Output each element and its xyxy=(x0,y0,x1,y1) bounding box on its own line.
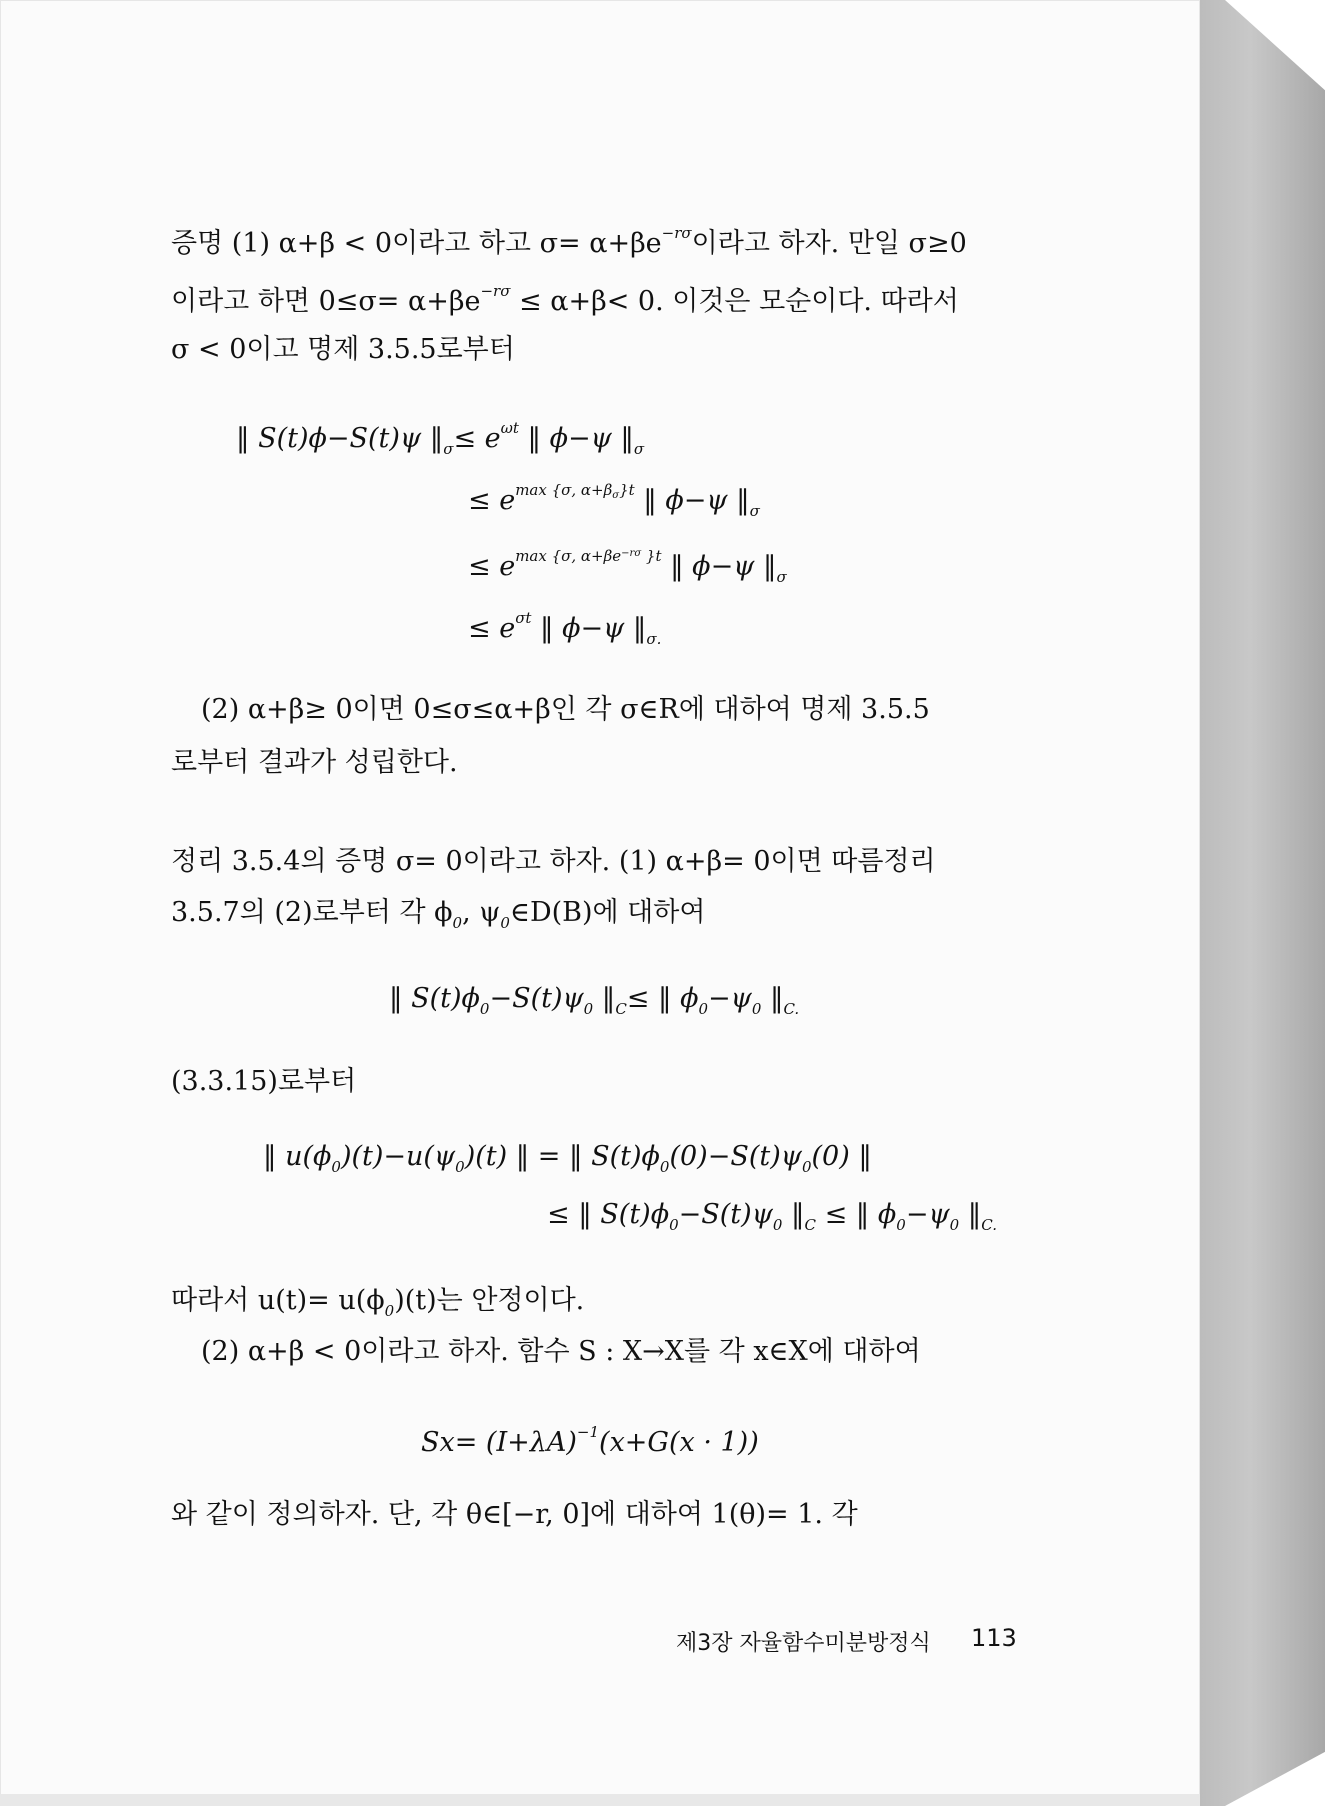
eq1-row3: ≤ $e^{max \{\sigma, \alpha+\beta e^{-r\sigma} \}t}$ ‖ ϕ−ψ $‖_\sigma$ xyxy=(468,547,787,586)
eq3: $Sx= (I+\lambda A)^{-1}(x+G(x \cdot 1))$ xyxy=(421,1423,759,1458)
conclusion-line2: (2) α+β < 0이라고 하자. 함수 S : X→X를 각 x∈X에 대하여 xyxy=(201,1336,921,1367)
eq2-row1: ‖ $u(\phi_0)(t)-u(\psi_0)(t)$ ‖ = ‖ $S(t)\phi_0(0)-S(t)\psi_0(0)$ ‖ xyxy=(263,1141,872,1176)
page-number: 113 xyxy=(971,1624,1017,1652)
eq1-row2: ≤ $e^{max \{\sigma, \alpha+\beta_\sigma\}t}$ ‖ ϕ−ψ $‖_\sigma$ xyxy=(468,481,760,520)
thm-line2: 3.5.7의 (2)로부터 각 $\phi_0$, $\psi_0\in D(B)$에 대하여 xyxy=(171,897,706,932)
conclusion-line1: 따라서 $u(t)= u(\phi_0)(t)$는 안정이다. xyxy=(171,1285,585,1320)
from-label: (3.3.15)로부터 xyxy=(171,1066,357,1097)
running-footer: 제3장 자율함수미분방정식 xyxy=(676,1631,931,1656)
proof1-line1: 증명 (1) α+β < 0이라고 하고 $\sigma= \alpha+\beta e^{-r\sigma}$이라고 하자. 만일 σ≥0 xyxy=(171,224,967,259)
page-stack-edge xyxy=(1200,0,1325,1806)
thm-line1: 정리 3.5.4의 증명 σ= 0이라고 하자. (1) α+β= 0이면 따름정리 xyxy=(171,846,936,877)
thm-equation: ‖ $S(t)\phi_0-S(t)\psi_0$ $‖_C\le$ ‖ $\phi_0-\psi_0$ $‖_{C.}$ xyxy=(389,983,800,1018)
eq1-row4: ≤ $e^{\sigma t}$ ‖ ϕ−ψ $‖_{\sigma.}$ xyxy=(468,609,662,648)
eq2-row2: ≤ ‖ $S(t)\phi_0-S(t)\psi_0$ $‖_C$ ≤ ‖ $\phi_0-\psi_0$ $‖_{C.}$ xyxy=(547,1199,997,1234)
proof1-line2: 이라고 하면 $0\le\sigma= \alpha+\beta e^{-r\sigma} \le \alpha+\beta< 0$. 이것은 모순이다. 따라서 xyxy=(171,282,959,317)
proof1-line3: σ < 0이고 명제 3.5.5로부터 xyxy=(171,334,515,365)
proof2-line2: 로부터 결과가 성립한다. xyxy=(171,747,458,778)
page-bottom-edge xyxy=(0,1794,1200,1806)
proof2-line1: (2) α+β≥ 0이면 0≤σ≤α+β인 각 σ∈R에 대하여 명제 3.5.5 xyxy=(201,694,930,725)
eq1-row1: ‖ S(t)ϕ−S(t)ψ $‖_\sigma\le e^{\omega t}$ ‖ ϕ−ψ $‖_\sigma$ xyxy=(236,419,645,458)
final-line: 와 같이 정의하자. 단, 각 θ∈[−r, 0]에 대하여 1(θ)= 1. 각 xyxy=(171,1499,858,1530)
